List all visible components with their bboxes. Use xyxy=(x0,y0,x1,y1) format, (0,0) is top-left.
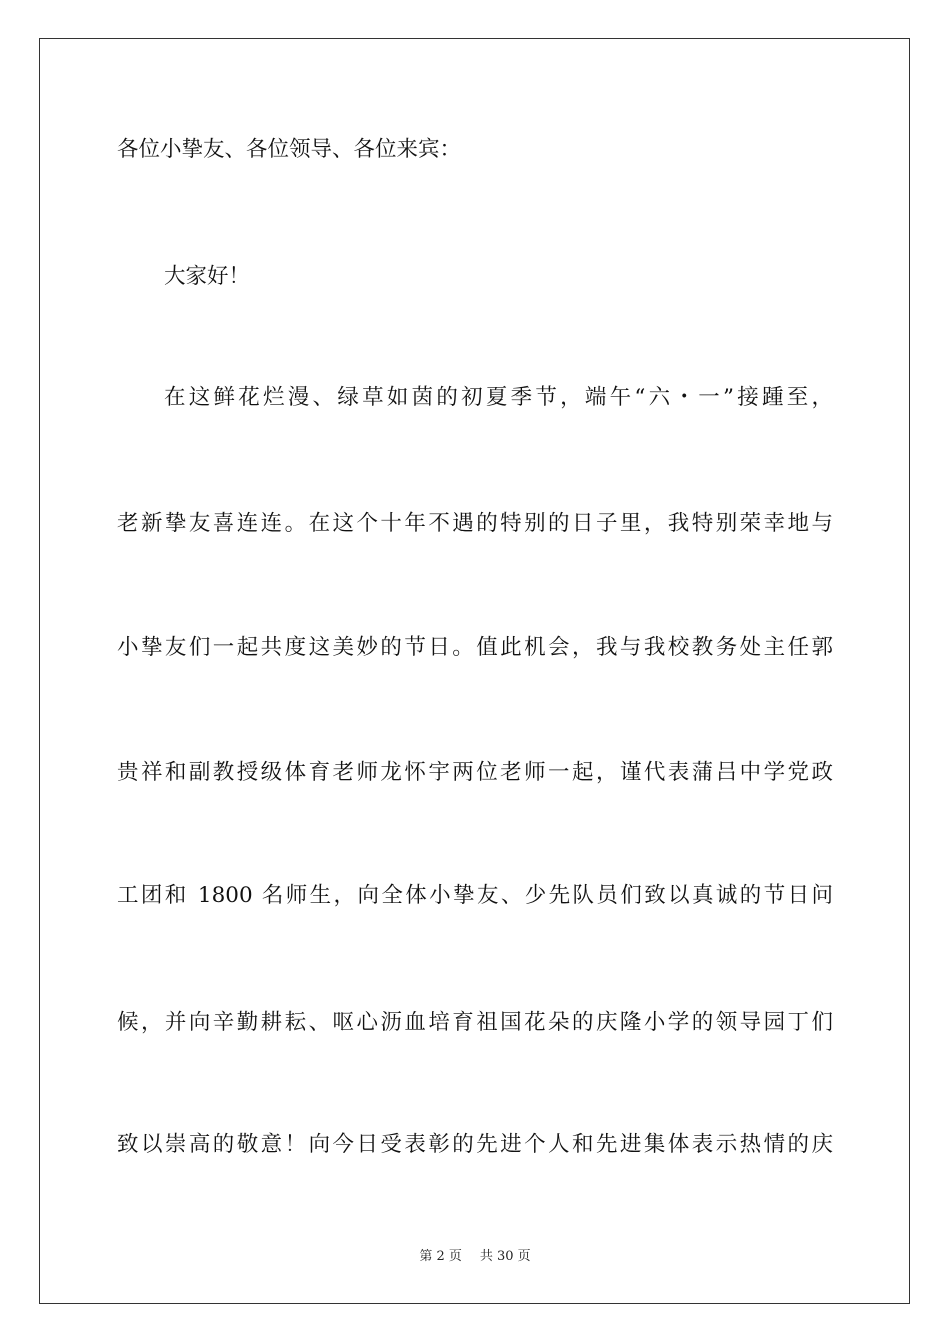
page-frame xyxy=(39,38,910,1304)
page-footer xyxy=(0,1248,950,1266)
body-line-5: 工团和 1800 名师生，向全体小挚友、少先队员们致以真诚的节日问 xyxy=(117,883,833,908)
body-line-2: 老新挚友喜连连。在这个十年不遇的特别的日子里，我特别荣幸地与 xyxy=(117,511,833,536)
body-line-7: 致以崇高的敬意！向今日受表彰的先进个人和先进集体表示热情的庆 xyxy=(117,1132,833,1157)
salutation-line: 各位小挚友、各位领导、各位来宾： xyxy=(117,137,462,162)
page-number: 第 2 页 xyxy=(419,1249,462,1264)
body-line-3: 小挚友们一起共度这美妙的节日。值此机会，我与我校教务处主任郭 xyxy=(117,635,833,660)
body-line-6: 候，并向辛勤耕耘、呕心沥血培育祖国花朵的庆隆小学的领导园丁们 xyxy=(117,1010,833,1035)
body-line-4: 贵祥和副教授级体育老师龙怀宇两位老师一起，谨代表蒲吕中学党政 xyxy=(117,760,833,785)
body-line-1: 在这鲜花烂漫、绿草如茵的初夏季节，端午“六・一”接踵至， xyxy=(164,385,833,410)
greeting-line: 大家好！ xyxy=(164,264,251,289)
page-total: 共 30 页 xyxy=(479,1249,531,1264)
